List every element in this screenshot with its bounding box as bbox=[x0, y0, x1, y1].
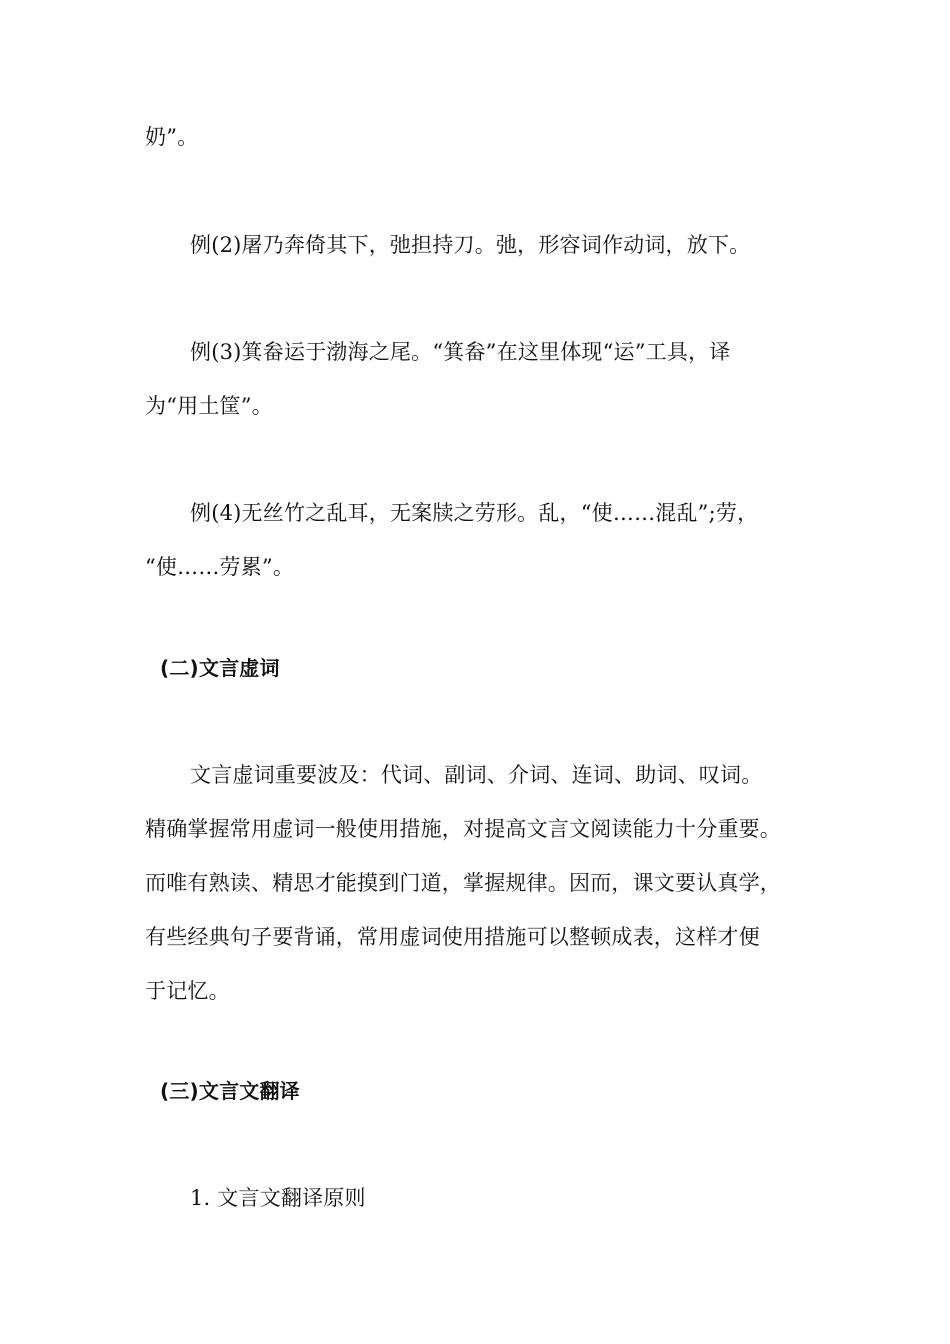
paragraph-line: 为“用土筐”。 bbox=[145, 394, 273, 418]
paragraph-line: 文言虚词重要波及：代词、副词、介词、连词、助词、叹词。 bbox=[190, 763, 763, 787]
section-heading: (二)文言虚词 bbox=[160, 656, 280, 680]
paragraph-line: 有些经典句子要背诵，常用虚词使用措施可以整顿成表，这样才便 bbox=[145, 925, 760, 949]
paragraph-line: 于记忆。 bbox=[145, 979, 230, 1003]
paragraph-line: 奶”。 bbox=[145, 125, 199, 149]
section-heading: (三)文言文翻译 bbox=[160, 1079, 300, 1103]
paragraph-line: 例(4)无丝竹之乱耳，无案牍之劳形。乱，“使……混乱”;劳， bbox=[190, 501, 759, 525]
paragraph-line: 1. 文言文翻译原则 bbox=[190, 1186, 366, 1210]
paragraph-line: 精确掌握常用虚词一般使用措施，对提高文言文阅读能力十分重要。 bbox=[145, 817, 781, 841]
paragraph-line: 而唯有熟读、精思才能摸到门道，掌握规律。因而，课文要认真学， bbox=[145, 871, 781, 895]
paragraph-line: 例(2)屠乃奔倚其下，弛担持刀。弛，形容词作动词，放下。 bbox=[190, 233, 751, 257]
paragraph-line: “使……劳累”。 bbox=[145, 555, 295, 579]
paragraph-line: 例(3)箕畚运于渤海之尾。“箕畚”在这里体现“运”工具，译 bbox=[190, 340, 731, 364]
